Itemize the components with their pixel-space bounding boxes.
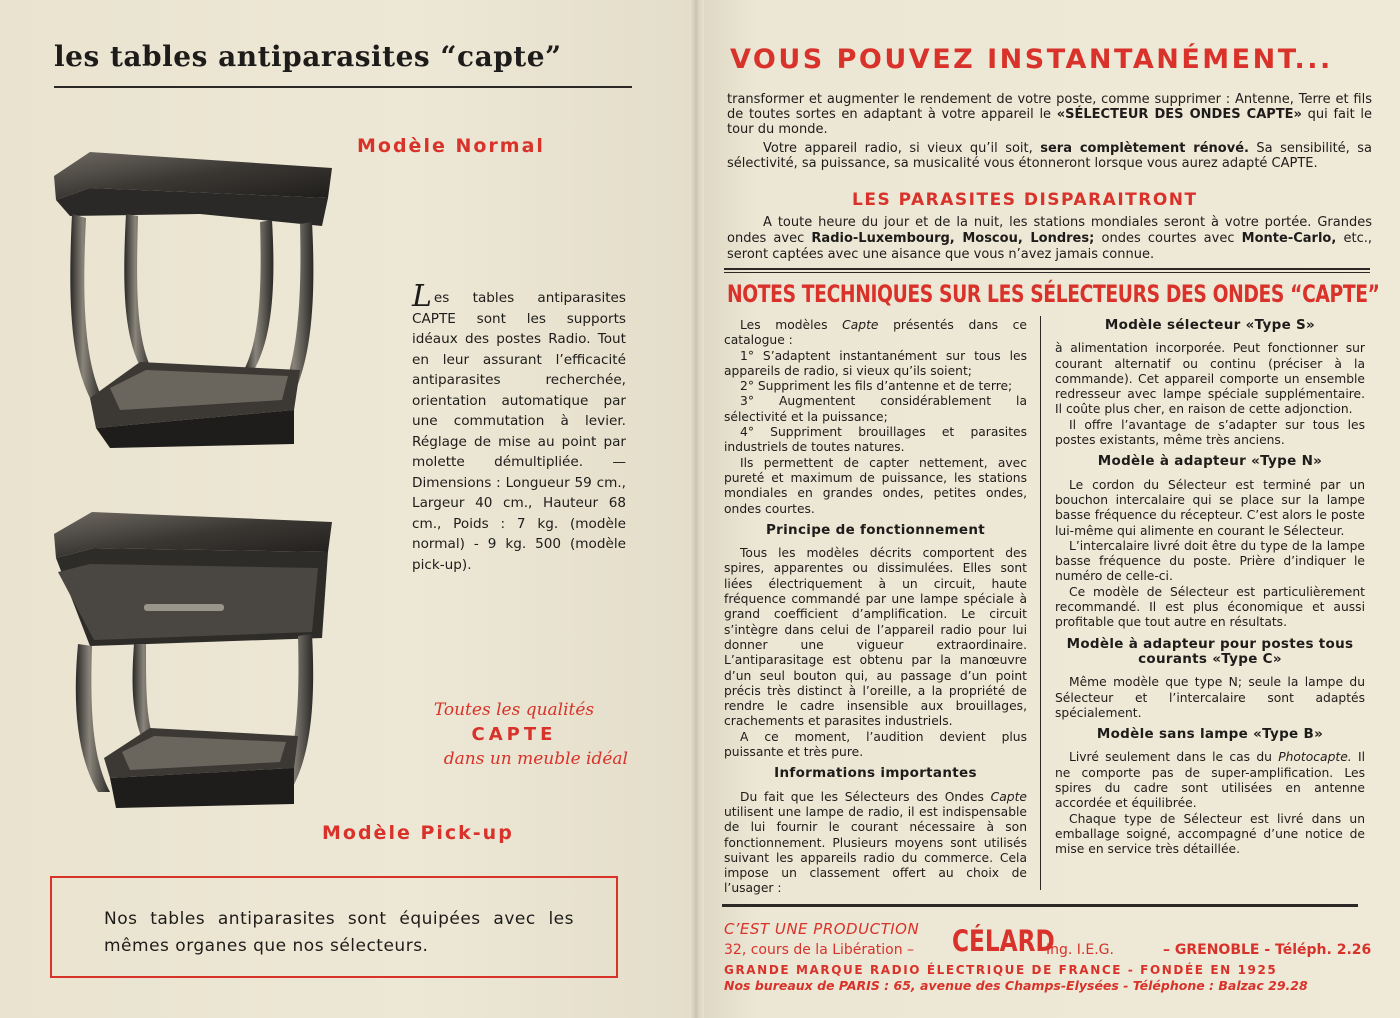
b1-a: Livré seulement dans le cas du: [1069, 750, 1279, 765]
type-s-heading: Modèle sélecteur «Type S»: [1104, 317, 1316, 333]
title-rule: [54, 86, 632, 88]
type-b-text-2: Chaque type de Sélecteur est livré dans un emballage soigné, accompagné d’une notice de mise en service très détaillée.: [1055, 811, 1365, 857]
intro2-c: Sa sensibilité, sa sélectivité, sa puissance, sa musicalité vous étonneront lorsque vous aurez adapté CAPTE.: [727, 141, 1372, 171]
type-s-text-1: à alimentation incorporée. Peut fonctionner sur courant alternatif ou continu (préciser à la commande). Cet appareil comporte un ensemble redresseur avec lampe spéciale supplémentaire. Il coûte plus cher, en raison de cette adjonction.: [1055, 341, 1365, 417]
type-c-heading: Modèle à adapteur pour postes tous courants «Type C»: [1066, 635, 1354, 667]
footer-paris-bureaux: Nos bureaux de PARIS : 65, avenue des Champs-Elysées - Téléphone : Balzac 29.28: [724, 978, 1308, 993]
table-description: [412, 279, 626, 575]
info-a: Du fait que les Sélecteurs des Ondes: [740, 789, 991, 804]
section-rule-thin: [724, 272, 1370, 273]
quality-capte: CAPTE: [471, 724, 557, 745]
info-c: utilisent une lampe de radio, il est indispensable de lui fournir le courant nécessaire à son fonctionnement. Plusieurs moyens sont utilisés suivant les appareils radio du commerce. Cela impose un classement offert au choix de l’usager :: [724, 804, 1027, 896]
intro1-b: «SÉLECTEUR DES ONDES CAPTE»: [1056, 107, 1302, 122]
principe-text-2: A ce moment, l’audition devient plus puissante et très pure.: [724, 729, 1027, 760]
p2-b: Radio-Luxembourg, Moscou, Londres;: [811, 231, 1095, 246]
type-n-text-2: L’intercalaire livré doit être du type de la lampe basse fréquence du poste. Prière d’indiquer le numéro de celle-ci.: [1055, 538, 1365, 584]
boxed-note-text: Nos tables antiparasites sont équipées avec les mêmes organes que nos sélecteurs.: [104, 909, 574, 956]
table-pickup-illustration: [50, 508, 340, 813]
intro-paragraph-1: [727, 92, 1372, 137]
col1-intro-b: Capte: [842, 318, 879, 332]
col1-item-3: 3° Augmentent considérablement la sélectivité et la puissance;: [724, 394, 1027, 424]
col1-item-2: 2° Suppriment les fils d’antenne et de terre;: [740, 379, 1013, 394]
quality-line-2: dans un meuble idéal: [443, 749, 628, 769]
type-n-text-1: Le cordon du Sélecteur est terminé par un bouchon intercalaire qui se place sur la lampe basse fréquence du récepteur. C’est alors le poste lui-même qui alimente en courant le Sélecteur.: [1055, 477, 1365, 538]
quality-line-1: Toutes les qualités: [433, 700, 595, 720]
model-pickup-heading: Modèle Pick-up: [322, 822, 514, 844]
col1-intro-a: Les modèles: [740, 318, 843, 332]
type-n-text-3: Ce modèle de Sélecteur est particulièrement recommandé. Il est plus économique et aussi profitable que tout autre en résultats.: [1055, 584, 1365, 630]
info-text: [724, 790, 1027, 897]
p2-e: etc., seront captées avec une aisance que vous n’avez jamais connue.: [727, 231, 1372, 262]
intro-paragraph-2: [727, 141, 1372, 171]
section-rule: [724, 268, 1370, 270]
footer-city-phone: – GRENOBLE - Téléph. 2.26: [1163, 942, 1372, 958]
type-b-heading: Modèle sans lampe «Type B»: [1096, 726, 1324, 743]
p2-d: Monte-Carlo,: [1241, 231, 1337, 246]
page-fold: [690, 0, 704, 1018]
brand-ieg: Ing. I.E.G.: [1046, 942, 1114, 958]
desc-dropcap: L: [412, 279, 432, 314]
boxed-note: [50, 876, 618, 978]
info-b: Capte: [990, 789, 1027, 804]
p2-a: A toute heure du jour et de la nuit, les stations mondiales seront à votre portée. Grandes ondes avec: [727, 215, 1372, 246]
col1-item-4: 4° Suppriment brouillages et parasites industriels de toutes natures.: [724, 425, 1027, 455]
principe-text: Tous les modèles décrits comportent des spires, apparentes ou dissimulées. Elles sont liées électriquement à un circuit, haute fréquence commandé par une lampe spéciale à grand coefficient d’amplification. Le circuit s’intègre dans celui de l’appareil radio pour lui donner une vigueur extraordinaire. L’antiparasitage est obtenu par la manœuvre d’un seul bouton qui, au passage d’un point précis très distinct à l’oreille, a la propriété de rendre le cadre insensible aux brouillages, crachements et parasites industriels.: [724, 546, 1027, 729]
type-c-text: Même modèle que type N; seule la lampe du Sélecteur et l’intercalaire sont adaptés spécialement.: [1055, 675, 1365, 720]
notes-column-1: [724, 318, 1027, 897]
principe-heading: Principe de fonctionnement: [765, 521, 986, 538]
left-title: les tables antiparasites “capte”: [54, 40, 562, 73]
desc-text: es tables antiparasites CAPTE sont les supports idéaux des postes Radio. Tout en leur assurant l’efficacité antiparasites recherchée, orientation automatique par une commutation à levier. Réglage de mise au point par molette démultipliée. — Dimensions : Longueur 59 cm., Largeur 40 cm., Hauteur 68 cm., Poids : 7 kg. (modèle normal) - 9 kg. 500 (modèle pick-up).: [412, 290, 626, 573]
notes-title: NOTES TECHNIQUES SUR LES SÉLECTEURS DES ONDES “CAPTE”: [727, 280, 1380, 308]
notes-column-2: [1055, 318, 1365, 858]
type-n-heading: Modèle à adapteur «Type N»: [1097, 453, 1323, 470]
col1-intro: [724, 318, 1027, 349]
model-normal-heading: Modèle Normal: [357, 135, 545, 157]
quality-tagline: [400, 700, 628, 769]
right-headline: VOUS POUVEZ INSTANTANÉMENT...: [730, 44, 1333, 75]
footer-rule: [722, 904, 1358, 907]
intro1-c: qui fait le tour du monde.: [727, 107, 1372, 137]
parasites-heading: LES PARASITES DISPARAITRONT: [852, 190, 1198, 210]
intro-text: [727, 92, 1372, 175]
type-s-text-2: Il offre l’avantage de s’adapter sur tous les postes existants, même très anciens.: [1055, 417, 1365, 448]
production-label: C’EST UNE PRODUCTION: [724, 920, 920, 938]
intro2-a: Votre appareil radio, si vieux qu’il soit,: [763, 141, 1041, 156]
b1-c: Il ne comporte pas de super-amplification. Les spires du cadre sont utilisées en antenne accordée et équilibrée.: [1055, 750, 1365, 811]
info-heading: Informations importantes: [774, 765, 977, 782]
p2-c: ondes courtes avec: [1094, 231, 1242, 246]
footer-address: 32, cours de la Libération –: [724, 942, 915, 958]
footer-grande-marque: GRANDE MARQUE RADIO ÉLECTRIQUE DE FRANCE - FONDÉE EN 1925: [724, 963, 1278, 977]
col1-intro-c: présentés dans ce catalogue :: [724, 318, 1027, 348]
col1-item-1: 1° S’adaptent instantanément sur tous les appareils de radio, si vieux qu’ils soient;: [724, 348, 1027, 378]
brand-logo: CÉLARD: [952, 924, 1055, 958]
col1-para: Ils permettent de capter nettement, avec pureté et maximum de puissance, les stations mondiales en grandes ondes, petites ondes, ondes courtes.: [724, 455, 1027, 516]
column-divider: [1040, 316, 1041, 890]
intro1-a: transformer et augmenter le rendement de votre poste, comme supprimer : Antenne, Terre et fils de toutes sortes en adaptant à votre appareil le: [727, 92, 1372, 122]
table-normal-illustration: [50, 148, 340, 458]
intro2-b: sera complètement rénové.: [1040, 141, 1249, 156]
stations-paragraph: [727, 215, 1372, 263]
b1-b: Photocapte.: [1278, 750, 1352, 765]
type-b-text-1: [1055, 750, 1365, 811]
